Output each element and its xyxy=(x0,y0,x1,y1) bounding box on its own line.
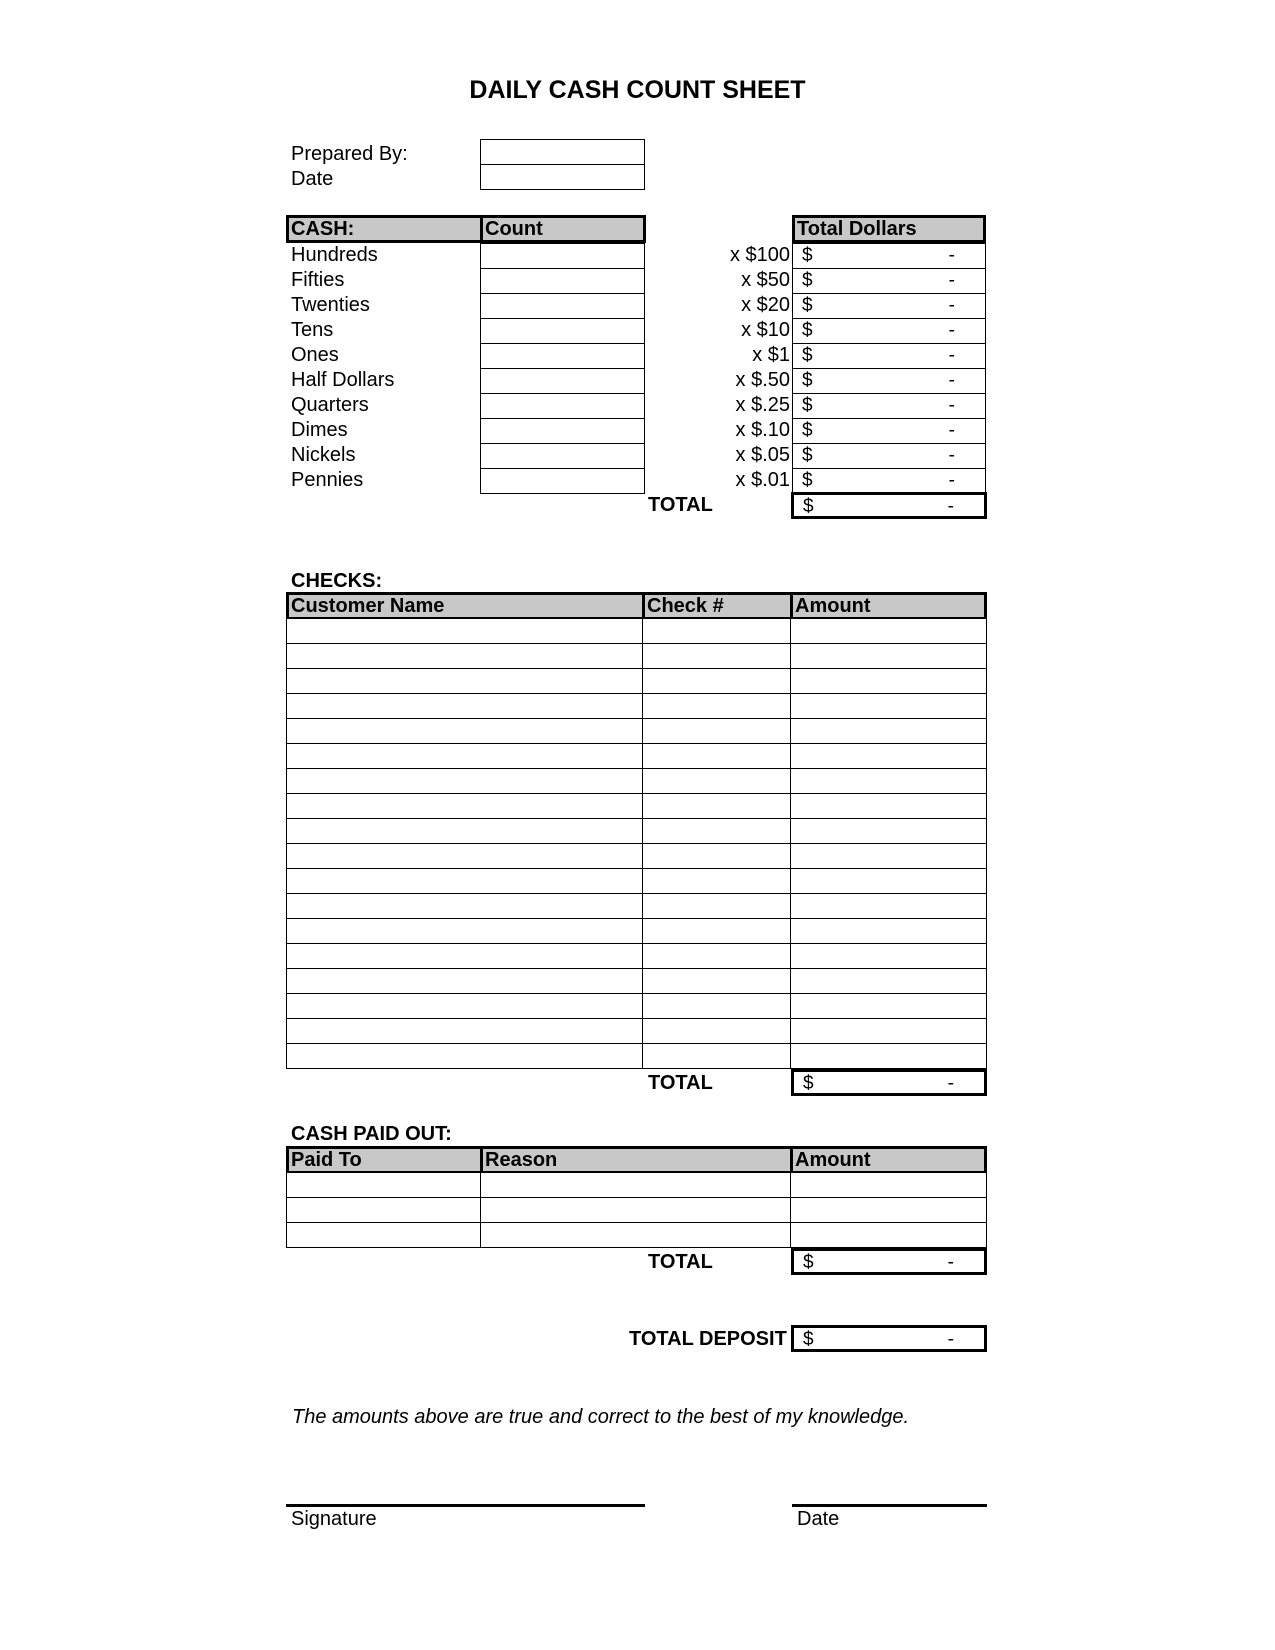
cash-total-value: - xyxy=(947,496,954,517)
check-customer-name-cell[interactable] xyxy=(286,893,645,919)
check-amount-cell[interactable] xyxy=(790,643,987,669)
cash-multiplier: x $.05 xyxy=(735,444,790,466)
check-number-cell[interactable] xyxy=(642,893,793,919)
cash-row-value: - xyxy=(948,420,955,441)
cash-row-label: Dimes xyxy=(291,419,348,441)
cash-row-value: - xyxy=(948,295,955,316)
check-number-cell[interactable] xyxy=(642,668,793,694)
cash-row-currency: $ xyxy=(802,370,813,391)
count-header: Count xyxy=(480,215,646,243)
check-amount-cell[interactable] xyxy=(790,843,987,869)
check-number-cell[interactable] xyxy=(642,943,793,969)
cash-total-amount xyxy=(791,492,987,519)
checks-total-amount xyxy=(791,1069,987,1096)
paid-out-total-label: TOTAL xyxy=(648,1251,713,1273)
cash-row-amount xyxy=(792,443,986,469)
check-amount-cell[interactable] xyxy=(790,718,987,744)
cash-row-label: Half Dollars xyxy=(291,369,395,391)
check-number-cell[interactable] xyxy=(642,968,793,994)
cash-row-amount xyxy=(792,243,986,269)
cash-row-label: Pennies xyxy=(291,469,364,491)
cash-multiplier: x $100 xyxy=(729,244,790,266)
date-field[interactable] xyxy=(480,164,645,190)
check-customer-name-cell[interactable] xyxy=(286,1018,645,1044)
checks-section-label: CHECKS: xyxy=(291,570,383,592)
check-customer-name-cell[interactable] xyxy=(286,668,645,694)
cash-row-amount xyxy=(792,293,986,319)
signature-date-label: Date xyxy=(797,1508,840,1530)
check-number-cell[interactable] xyxy=(642,768,793,794)
check-number-cell[interactable] xyxy=(642,918,793,944)
cash-row-label: Twenties xyxy=(291,294,370,316)
check-customer-name-cell[interactable] xyxy=(286,843,645,869)
paid-out-paid-to-cell[interactable] xyxy=(286,1172,483,1198)
cash-row-value: - xyxy=(948,245,955,266)
cash-row-amount xyxy=(792,343,986,369)
cash-row-value: - xyxy=(948,270,955,291)
cash-multiplier: x $1 xyxy=(752,344,790,366)
cash-count-field[interactable] xyxy=(480,268,645,294)
page-title: DAILY CASH COUNT SHEET xyxy=(469,76,806,104)
check-amount-cell[interactable] xyxy=(790,868,987,894)
check-amount-cell[interactable] xyxy=(790,618,987,644)
check-customer-name-cell[interactable] xyxy=(286,918,645,944)
cash-row-currency: $ xyxy=(802,295,813,316)
cash-row-value: - xyxy=(948,445,955,466)
paid-out-amount-cell[interactable] xyxy=(790,1172,987,1198)
cash-row-label: Hundreds xyxy=(291,244,378,266)
check-number-cell[interactable] xyxy=(642,818,793,844)
cash-row-value: - xyxy=(948,395,955,416)
cash-row-currency: $ xyxy=(802,320,813,341)
total-deposit-amount xyxy=(791,1325,987,1352)
cash-row-amount xyxy=(792,368,986,394)
cash-row-value: - xyxy=(948,345,955,366)
total-deposit-value: - xyxy=(947,1329,954,1350)
cash-total-label: TOTAL xyxy=(648,494,713,516)
check-customer-name-cell[interactable] xyxy=(286,643,645,669)
check-amount-cell[interactable] xyxy=(790,1018,987,1044)
check-amount-cell[interactable] xyxy=(790,893,987,919)
check-customer-name-cell[interactable] xyxy=(286,793,645,819)
cash-row-value: - xyxy=(948,320,955,341)
check-amount-cell[interactable] xyxy=(790,968,987,994)
checks-header-customer-name: Customer Name xyxy=(286,592,645,620)
cash-count-field[interactable] xyxy=(480,468,645,494)
check-customer-name-cell[interactable] xyxy=(286,818,645,844)
checks-total-label: TOTAL xyxy=(648,1072,713,1094)
cash-row-currency: $ xyxy=(802,420,813,441)
paid-out-header-reason: Reason xyxy=(480,1146,793,1174)
check-amount-cell[interactable] xyxy=(790,768,987,794)
cash-row-amount xyxy=(792,268,986,294)
cash-count-field[interactable] xyxy=(480,443,645,469)
cash-count-field[interactable] xyxy=(480,418,645,444)
attestation-text: The amounts above are true and correct to the best of my knowledge. xyxy=(292,1406,910,1428)
prepared-by-field[interactable] xyxy=(480,139,645,165)
check-customer-name-cell[interactable] xyxy=(286,1043,645,1069)
cash-multiplier: x $.01 xyxy=(735,469,790,491)
paid-out-header-amount: Amount xyxy=(790,1146,987,1174)
check-amount-cell[interactable] xyxy=(790,693,987,719)
cash-multiplier: x $.25 xyxy=(735,394,790,416)
check-customer-name-cell[interactable] xyxy=(286,618,645,644)
total-deposit-currency: $ xyxy=(803,1329,814,1350)
cash-row-label: Nickels xyxy=(291,444,356,466)
check-number-cell[interactable] xyxy=(642,718,793,744)
paid-out-reason-cell[interactable] xyxy=(480,1172,793,1198)
cash-count-field[interactable] xyxy=(480,393,645,419)
prepared-by-label: Prepared By: xyxy=(291,143,408,165)
cash-row-value: - xyxy=(948,470,955,491)
cash-row-amount xyxy=(792,393,986,419)
cash-total-currency: $ xyxy=(803,496,814,517)
cash-row-label: Fifties xyxy=(291,269,345,291)
cash-row-currency: $ xyxy=(802,345,813,366)
cash-paid-out-section-label: CASH PAID OUT: xyxy=(291,1123,452,1145)
check-amount-cell[interactable] xyxy=(790,743,987,769)
cash-row-amount xyxy=(792,468,986,494)
cash-row-value: - xyxy=(948,370,955,391)
check-amount-cell[interactable] xyxy=(790,818,987,844)
cash-multiplier: x $10 xyxy=(741,319,790,341)
check-amount-cell[interactable] xyxy=(790,918,987,944)
cash-count-field[interactable] xyxy=(480,318,645,344)
paid-out-paid-to-cell[interactable] xyxy=(286,1222,483,1248)
date-label: Date xyxy=(291,168,334,190)
cash-row-currency: $ xyxy=(802,270,813,291)
cash-row-currency: $ xyxy=(802,395,813,416)
check-customer-name-cell[interactable] xyxy=(286,943,645,969)
paid-out-amount-cell[interactable] xyxy=(790,1197,987,1223)
cash-row-amount xyxy=(792,318,986,344)
check-amount-cell[interactable] xyxy=(790,668,987,694)
check-customer-name-cell[interactable] xyxy=(286,693,645,719)
check-customer-name-cell[interactable] xyxy=(286,718,645,744)
check-number-cell[interactable] xyxy=(642,793,793,819)
cash-multiplier: x $20 xyxy=(741,294,790,316)
cash-row-currency: $ xyxy=(802,245,813,266)
paid-out-amount-cell[interactable] xyxy=(790,1222,987,1248)
paid-out-total-currency: $ xyxy=(803,1252,814,1273)
cash-count-field[interactable] xyxy=(480,243,645,269)
total-dollars-header: Total Dollars xyxy=(792,215,986,243)
signature-label: Signature xyxy=(291,1508,377,1530)
check-number-cell[interactable] xyxy=(642,868,793,894)
paid-out-total-value: - xyxy=(947,1252,954,1273)
cash-multiplier: x $.50 xyxy=(735,369,790,391)
paid-out-paid-to-cell[interactable] xyxy=(286,1197,483,1223)
check-number-cell[interactable] xyxy=(642,1043,793,1069)
check-customer-name-cell[interactable] xyxy=(286,968,645,994)
check-number-cell[interactable] xyxy=(642,643,793,669)
cash-multiplier: x $.10 xyxy=(735,419,790,441)
cash-row-label: Ones xyxy=(291,344,339,366)
cash-row-currency: $ xyxy=(802,445,813,466)
check-number-cell[interactable] xyxy=(642,743,793,769)
total-deposit-label: TOTAL DEPOSIT xyxy=(629,1328,787,1350)
check-number-cell[interactable] xyxy=(642,993,793,1019)
paid-out-reason-cell[interactable] xyxy=(480,1222,793,1248)
check-customer-name-cell[interactable] xyxy=(286,768,645,794)
cash-count-field[interactable] xyxy=(480,368,645,394)
check-amount-cell[interactable] xyxy=(790,993,987,1019)
cash-row-label: Quarters xyxy=(291,394,369,416)
check-customer-name-cell[interactable] xyxy=(286,743,645,769)
cash-count-field[interactable] xyxy=(480,293,645,319)
paid-out-header-paid-to: Paid To xyxy=(286,1146,483,1174)
check-amount-cell[interactable] xyxy=(790,943,987,969)
check-customer-name-cell[interactable] xyxy=(286,868,645,894)
checks-header-check-number: Check # xyxy=(642,592,793,620)
cash-header: CASH: xyxy=(286,215,483,243)
check-number-cell[interactable] xyxy=(642,618,793,644)
cash-row-amount xyxy=(792,418,986,444)
paid-out-total-amount xyxy=(791,1248,987,1275)
check-number-cell[interactable] xyxy=(642,1018,793,1044)
cash-row-label: Tens xyxy=(291,319,334,341)
checks-header-amount: Amount xyxy=(790,592,987,620)
cash-count-field[interactable] xyxy=(480,343,645,369)
check-amount-cell[interactable] xyxy=(790,793,987,819)
cash-row-currency: $ xyxy=(802,470,813,491)
checks-total-value: - xyxy=(947,1073,954,1094)
paid-out-reason-cell[interactable] xyxy=(480,1197,793,1223)
check-customer-name-cell[interactable] xyxy=(286,993,645,1019)
check-number-cell[interactable] xyxy=(642,843,793,869)
check-number-cell[interactable] xyxy=(642,693,793,719)
cash-multiplier: x $50 xyxy=(741,269,790,291)
check-amount-cell[interactable] xyxy=(790,1043,987,1069)
checks-total-currency: $ xyxy=(803,1073,814,1094)
